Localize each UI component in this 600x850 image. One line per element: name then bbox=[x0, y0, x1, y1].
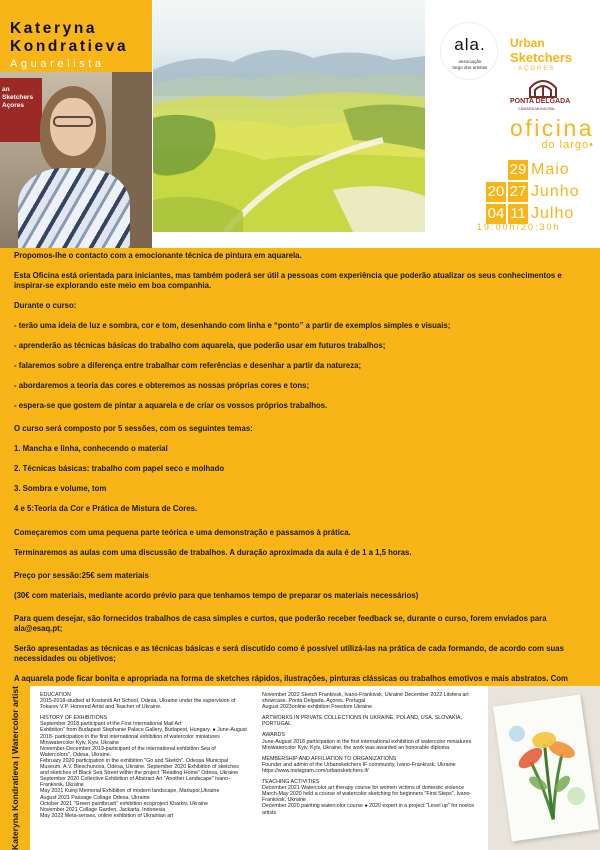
cv-section-heading: HISTORY OF EXHIBITIONS bbox=[40, 715, 108, 722]
date-day: 29 bbox=[509, 161, 527, 178]
session-item: 2. Técnicas básicas: trabalho com papel seco e molhado bbox=[14, 464, 225, 474]
artist-name-panel bbox=[0, 0, 152, 248]
cv-item: November-December 2019-participant of the international exhibition Sea of Watercolors", Odesa, Ukraine. bbox=[40, 745, 216, 758]
date-day: 20 bbox=[487, 183, 505, 200]
cv-column-left bbox=[40, 692, 248, 819]
cv-section-heading: EDUCATION bbox=[40, 692, 71, 698]
photo-sign bbox=[0, 78, 42, 142]
cv-item: May 2021 Kuinji Memorial Exhibition of modern landscape, Mariupol,Ukraine bbox=[40, 788, 220, 795]
cv-item: November 2021 Collage Garden, Jackarta, Indonesia bbox=[40, 806, 166, 813]
cv-section-heading: TEACHING ACTIVITIES bbox=[262, 779, 320, 786]
ponta-delgada-icon bbox=[528, 80, 558, 98]
homework-paragraph: Para quem desejar, são fornecidos trabalhos de casa simples e curtos, que poderão receber feedback se, durante o curso, forem enviados para ala@esaq.pt; bbox=[14, 614, 547, 634]
artist-role: Aguarelista bbox=[10, 58, 105, 70]
ala-sub-line2: largo dos artistas bbox=[452, 64, 488, 70]
watercolor-landscape-image bbox=[153, 0, 425, 232]
cv-item: Exhibition" from Budapest Stephanie Palace Gallery, Budapest, Hungary. ● June-August 2018- participation in the first international exhibition of watercolor miniatures Miniwatercolor Kyiv, Kyiv, Ukraine bbox=[40, 727, 247, 746]
price-materials: (30€ com materiais, mediante acordo prévio para que tenhamos tempo de preparar os materiais necessários) bbox=[14, 590, 419, 600]
event-subtitle bbox=[470, 139, 594, 151]
cv-item: February 2020 participation in the exhibition "Go and Sketch". Odessa Municipal Museum. A.V. Bleschunova, Odesa, Ukraine. September 2020 Exhibition of sketches and sketches of Black Sea Street within the project "Reading Home" Odesa, Ukraine bbox=[40, 757, 239, 777]
landscape-svg bbox=[153, 0, 425, 232]
cv-side-label: Kateryna Kondratieva | Watercolor artist bbox=[10, 686, 20, 850]
date-day: 11 bbox=[508, 204, 528, 224]
cv-section-heading: MEMBERSHIP AND AFFILIATION TO ORGANIZATIONS bbox=[262, 755, 397, 762]
cv-column-right bbox=[262, 692, 478, 816]
artist-last-name: Kondratieva bbox=[10, 38, 129, 55]
cv-item: October 2021 "Green paintbrush" exhibition ecoproject Kharkiv, Ukraine bbox=[40, 800, 208, 807]
date-month: Maio bbox=[531, 161, 570, 178]
list-item: - espera-se que gostem de pintar a aquarela e de criar os vossos próprios trabalhos. bbox=[14, 401, 328, 411]
ala-logo-text: ala. bbox=[454, 35, 486, 54]
start-paragraph: Começaremos com uma pequena parte teórica e uma demonstração e passamos à prática. bbox=[14, 527, 351, 537]
artist-photo bbox=[0, 72, 152, 248]
date-day: 04 bbox=[487, 205, 505, 222]
list-item: - abordaremos a teoria das cores e obteremos as nossas próprias cores e tons; bbox=[14, 381, 310, 391]
watercolor-artwork-photo bbox=[488, 686, 600, 850]
cv-item: December 2020 painting watercolor course ● 2020 expert in a project "Level up" for novice artists bbox=[262, 803, 475, 816]
ala-logo-subtitle bbox=[443, 59, 497, 70]
ponta-delgada-logo-line1: PONTA DELGADA bbox=[510, 98, 571, 105]
cv-item: August 2021 Passage Collage Odesa, Ukraine bbox=[40, 794, 150, 801]
list-item: - terão uma ideia de luz e sombra, cor e tom, desenhando com linha e “ponto” a partir de exemplos simples e visuais; bbox=[14, 321, 451, 331]
event-title: oficina bbox=[510, 115, 594, 141]
dot-icon: • bbox=[589, 139, 594, 151]
cv-section-heading: ARTWORKS IN PRIVATE COLLECTIONS IN UKRAINE, POLAND, USA, SLOVAKIA, PORTUGAL bbox=[262, 715, 463, 728]
photo-sign-text: an Sketchers Açores bbox=[2, 86, 34, 109]
course-description bbox=[0, 248, 600, 686]
cv-item: May 2022 Meta-senses, online exhibition of Ukrainian art bbox=[40, 812, 174, 819]
date-month: Julho bbox=[531, 205, 575, 222]
artwork-svg bbox=[493, 695, 599, 842]
end-paragraph: Terminaremos as aulas com uma discussão de trabalhos. A duração aproximada da aula é de 1 a 1,5 horas. bbox=[14, 547, 412, 557]
audience-paragraph: Esta Oficina está orientada para iniciantes, mas também poderá ser útil a pessoas com experiência que poderão atualizar os seus conhecimentos e inspirar-se explorando este meio em boa companhia. bbox=[14, 271, 562, 291]
date-month: Junho bbox=[531, 183, 580, 200]
photo-glasses bbox=[53, 116, 93, 127]
closing-paragraph: A aquarela pode ficar bonita e apropriada na forma de sketches rápidos, ilustrações, pinturas clássicas ou trabalhos emotivos e mais abstratos. Com bbox=[14, 674, 568, 684]
header bbox=[0, 0, 600, 248]
cv-side-bar bbox=[0, 686, 30, 850]
urban-sketchers-logo-line3: AÇORES bbox=[518, 66, 556, 72]
session-item: 3. Sombra e volume, tom bbox=[14, 484, 107, 494]
cv-item: June-August 2018 participation in the first international exhibition of watercolor miniatures Miniwatercolor Kyiv, Kyiv, Ukraine, the work was awarded an honorable diploma. bbox=[262, 738, 472, 751]
artist-first-name: Kateryna bbox=[10, 20, 98, 37]
list-item: - falaremos sobre a diferença entre trabalhar com referências e desenhar a partir da natureza; bbox=[14, 361, 362, 371]
ponta-delgada-logo-line2: CÂMARA MUNICIPAL bbox=[518, 107, 556, 111]
cv-item: Founder and admin of the Urbansketchers IF community, Ivano-Frankivsk, Ukraine bbox=[262, 761, 456, 768]
photo-shirt bbox=[18, 168, 130, 248]
cv-item: 2015-2018-studied at Kostandi Art School, Odesa, Ukraine under the supervision of Tokarev V.P. Honored Artist and Teacher of Ukraine. bbox=[40, 698, 236, 711]
date-day: 27 bbox=[509, 183, 527, 200]
practice-paragraph: Serão apresentadas as técnicas e as técnicas básicas e será discutido como é possível utilizá-las na prática de cada formando, de acordo com suas necessidades ou objetivos; bbox=[14, 644, 564, 664]
cv-section-heading: AWARDS bbox=[262, 732, 285, 739]
cv-item: September 2018 participant of the First International Mail Art bbox=[40, 721, 182, 728]
during-label: Durante o curso: bbox=[14, 301, 77, 311]
price: Preço por sessão:25€ sem materiais bbox=[14, 570, 149, 580]
ala-sub-line1: associação bbox=[458, 59, 482, 64]
cv-item: December 2021 Watercolor art therapy course for women victims of domestic violence bbox=[262, 785, 465, 792]
urban-sketchers-logo-line1: Urban bbox=[510, 36, 545, 50]
cv-item: March-May 2020 held a course of watercolor sketching for beginners "First Steps", Ivano-Frankivsk, Ukraine bbox=[262, 791, 472, 804]
session-item: 4 e 5:Teoria da Cor e Prática de Mistura de Cores. bbox=[14, 504, 198, 514]
session-item: 1. Mancha e linha, conhecendo o material bbox=[14, 444, 168, 454]
sessions-intro: O curso será composto por 5 sessões, com os seguintes temas: bbox=[14, 424, 253, 434]
intro-paragraph: Propomos-lhe o contacto com a emocionante técnica de pintura em aquarela. bbox=[14, 251, 302, 260]
artwork-paper bbox=[493, 695, 599, 842]
photo-face bbox=[50, 98, 96, 156]
cv-item: August 2023online exhibition Freedom Ukraine bbox=[262, 704, 373, 711]
cv-item: https://www.instagram.com/urbansketchers.if/ bbox=[262, 767, 369, 774]
list-item: - aprenderão as técnicas básicas do trabalho com aquarela, que poderão usar em futuros trabalhos; bbox=[14, 341, 386, 351]
cv-item: September 2020 Collective Exhibition of Abstract Art "Another Landscape" Ivano-Frankivsk, Ukraine bbox=[40, 776, 230, 789]
ala-logo bbox=[440, 22, 498, 80]
event-time: 19:00h/20:30h bbox=[477, 222, 561, 232]
urban-sketchers-logo-line2: Sketchers bbox=[510, 50, 573, 65]
cv-item: November 2022 Sketch Frankivsk, Ivano-Frankivsk, Ukraine December 2022 Litsfera art showcase. Ponta Delgada. Açores. Portugal bbox=[262, 692, 469, 705]
event-subtitle-text: do largo bbox=[541, 139, 590, 151]
